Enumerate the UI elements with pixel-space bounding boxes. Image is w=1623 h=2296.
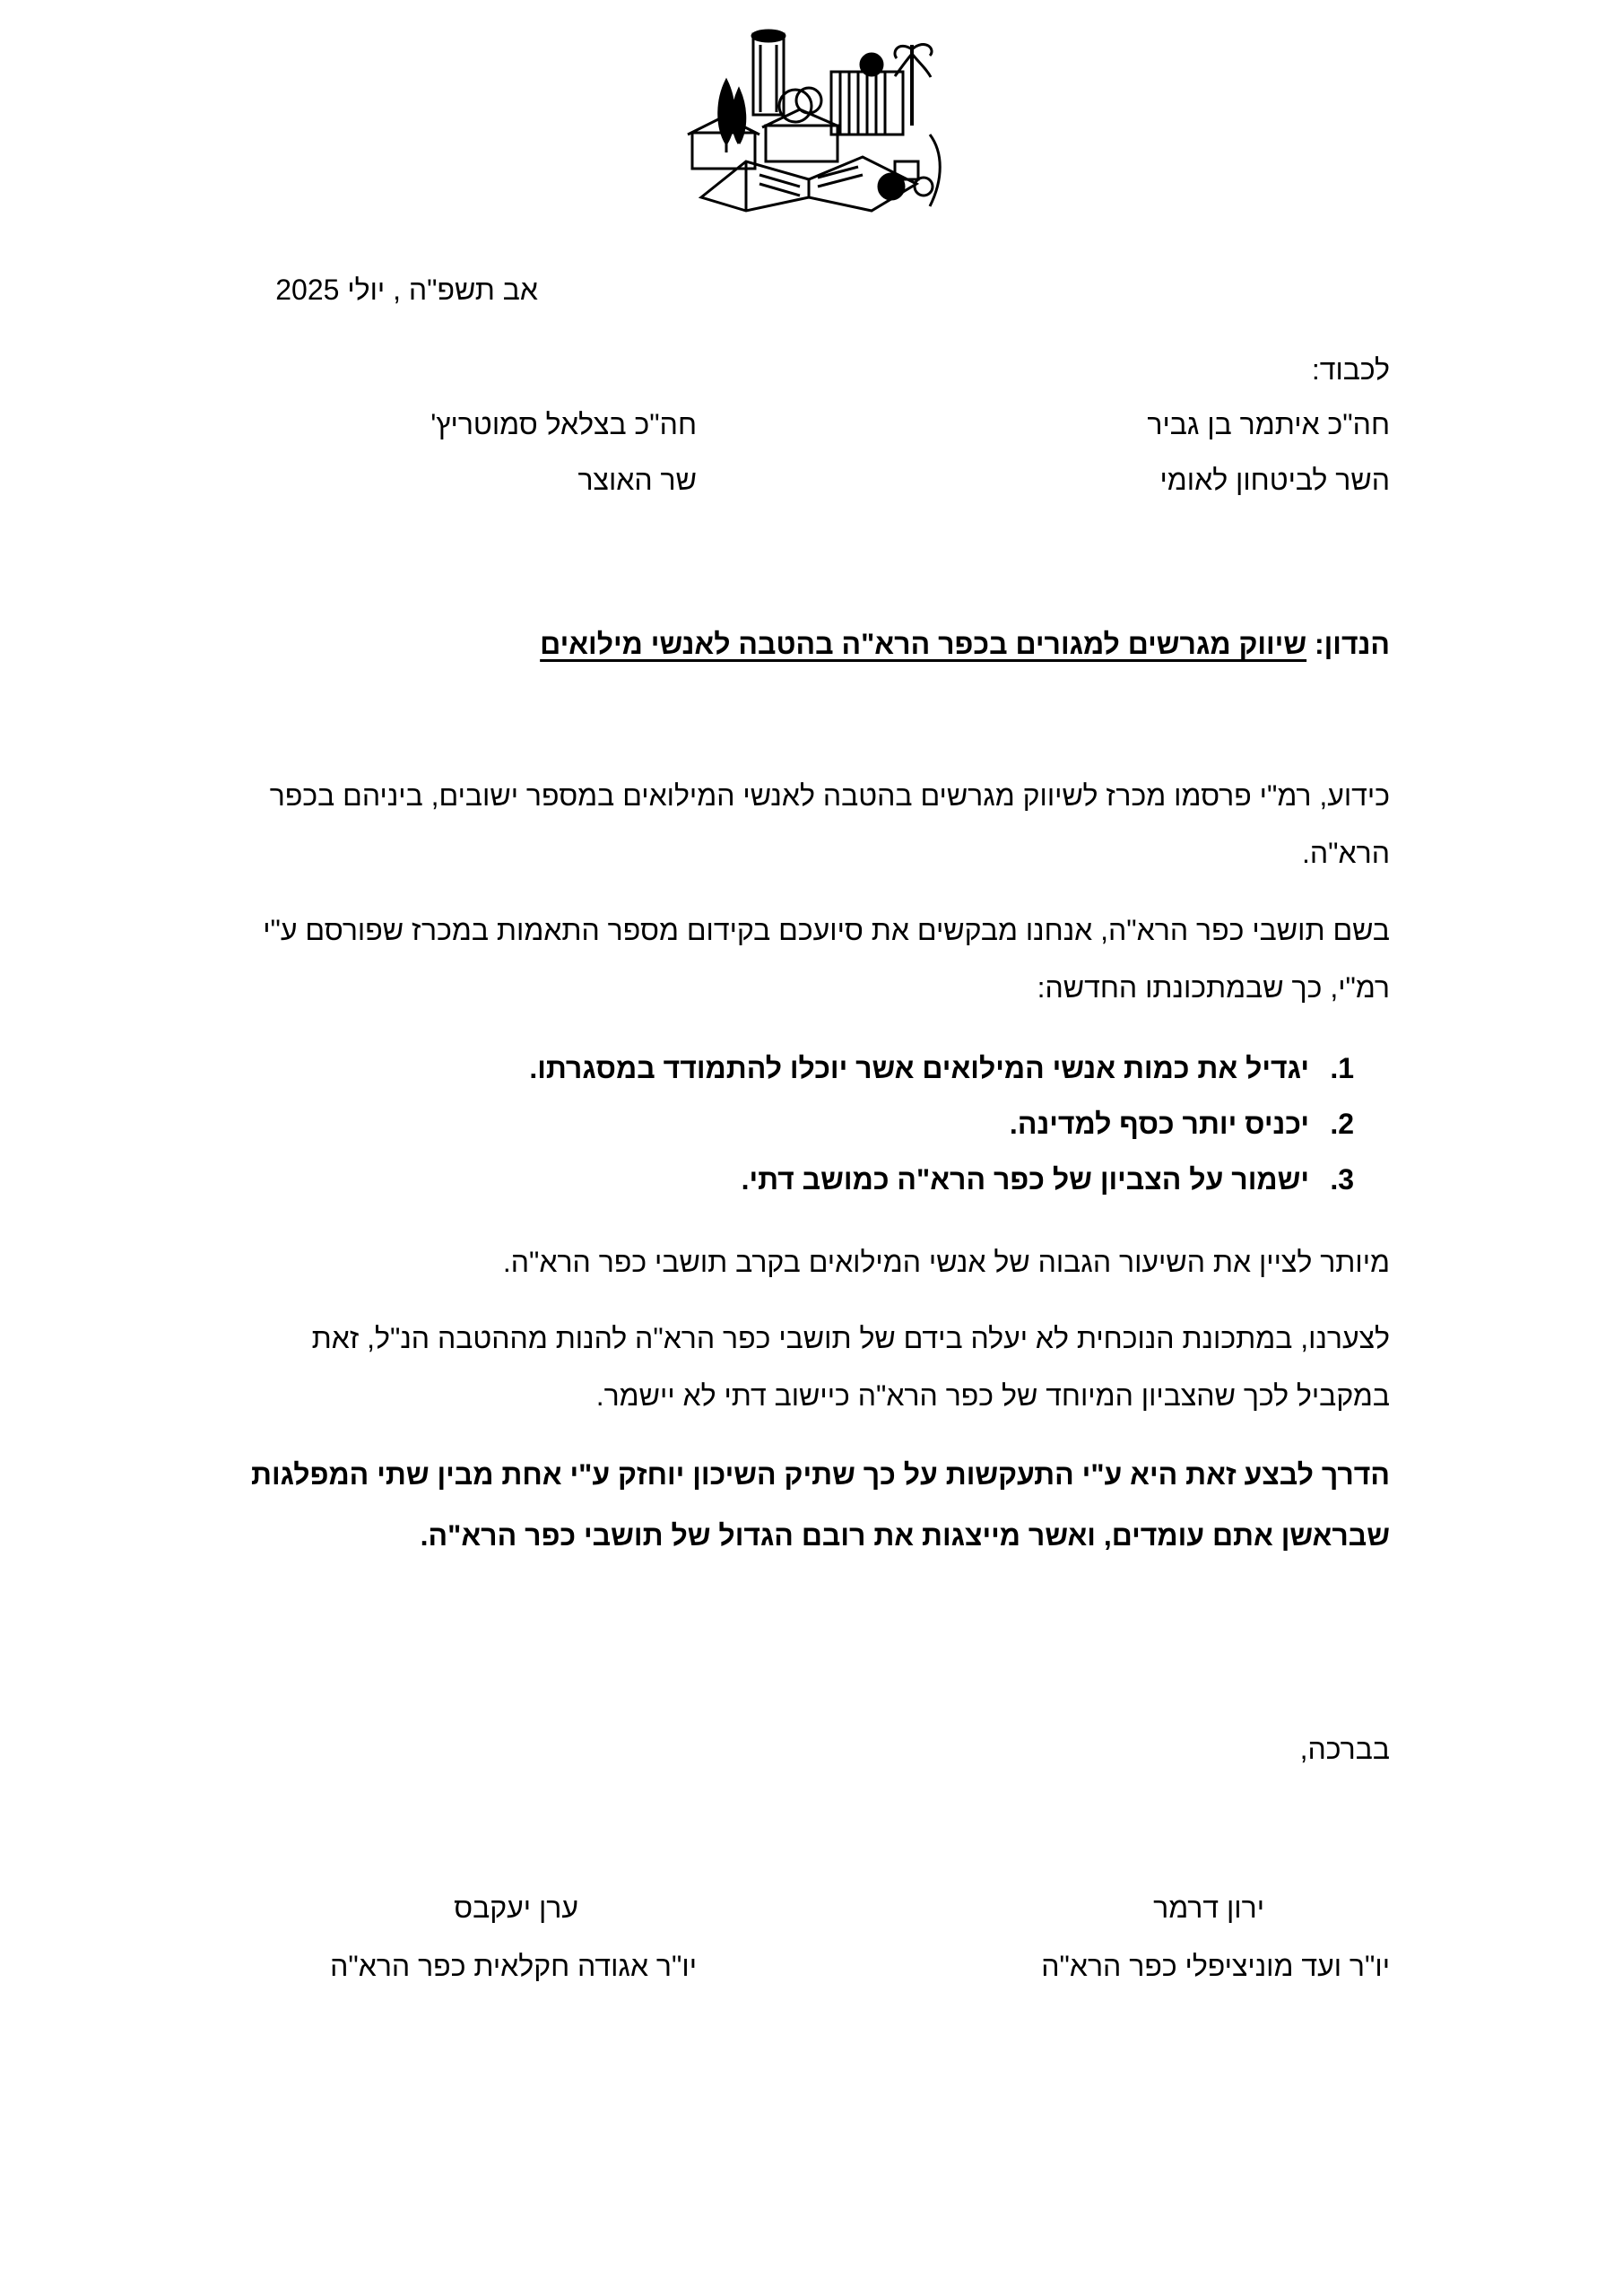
list-item-text: יכניס יותר כסף למדינה. bbox=[1009, 1108, 1309, 1140]
recipient-1-name: חה"כ איתמר בן גביר bbox=[1147, 408, 1390, 440]
recipient-2-title: שר האוצר bbox=[577, 464, 697, 496]
subject-line bbox=[540, 626, 1390, 662]
subject-label: הנדון: bbox=[1314, 628, 1390, 660]
list-item bbox=[269, 1152, 1390, 1207]
paragraph-5-text: הדרך לבצע זאת היא ע"י התעקשות על כך שתיק השיכון יוחזק ע"י אחת מבין שתי המפלגות שבראשן אתם עומדים, ואשר מייצגות את רובם הגדול של תושבי כפר הרא"ה. bbox=[250, 1458, 1390, 1552]
list-item-text: ישמור על הצביון של כפר הרא"ה כמושב דתי. bbox=[741, 1163, 1309, 1196]
recipient-1-title: השר לביטחון לאומי bbox=[1159, 464, 1390, 496]
list-item-number: 3. bbox=[1330, 1163, 1354, 1196]
recipient-2-name: חה"כ בצלאל סמוטריץ' bbox=[430, 408, 697, 440]
village-logo-icon bbox=[683, 27, 945, 217]
paragraph-3-text: מיותר לציין את השיעור הגבוה של אנשי המילואים בקרב תושבי כפר הרא"ה. bbox=[502, 1246, 1390, 1278]
paragraph-4-text: לצערנו, במתכונת הנוכחית לא יעלה בידם של תושבי כפר הרא"ה להנות מההטבה הנ"ל, זאת במקביל לכך שהצביון המיוחד של כפר הרא"ה כיישוב דתי לא יישמר. bbox=[311, 1322, 1390, 1412]
paragraph-5 bbox=[224, 1444, 1390, 1566]
paragraph-2 bbox=[224, 901, 1390, 1016]
list-item-number: 1. bbox=[1330, 1052, 1354, 1084]
signatory-2-name: ערן יעקבס bbox=[454, 1892, 578, 1924]
letter-date: אב תשפ"ה , יולי 2025 bbox=[275, 274, 538, 306]
list-item-number: 2. bbox=[1330, 1108, 1354, 1140]
paragraph-1-text: כידוע, רמ"י פרסמו מכרז לשיווק מגרשים בהטבה לאנשי המילואים במספר ישובים, ביניהם בכפר הרא"ה. bbox=[269, 779, 1390, 869]
signatory-2-title: יו"ר אגודה חקלאית כפר הרא"ה bbox=[330, 1950, 697, 1982]
paragraph-1 bbox=[224, 767, 1390, 882]
list-item-text: יגדיל את כמות אנשי המילואים אשר יוכלו להתמודד במסגרתו. bbox=[529, 1052, 1309, 1084]
list-item bbox=[269, 1096, 1390, 1152]
signatory-1-title: יו"ר ועד מוניציפלי כפר הרא"ה bbox=[1041, 1950, 1390, 1982]
paragraph-3 bbox=[224, 1233, 1390, 1291]
closing: בברכה, bbox=[1299, 1733, 1390, 1765]
paragraph-2-text: בשם תושבי כפר הרא"ה, אנחנו מבקשים את סיועכם בקידום מספר התאמות במכרז שפורסם ע"י רמ"י, כך שבמתכונתו החדשה: bbox=[263, 914, 1390, 1004]
list-item bbox=[269, 1040, 1390, 1096]
to-label: לכבוד: bbox=[1311, 353, 1390, 386]
signatory-1-name: ירון דרמר bbox=[1153, 1892, 1264, 1924]
paragraph-4 bbox=[224, 1309, 1390, 1424]
subject-text: שיווק מגרשים למגורים בכפר הרא"ה בהטבה לאנשי מילואים bbox=[540, 628, 1307, 660]
requests-list bbox=[269, 1040, 1390, 1207]
